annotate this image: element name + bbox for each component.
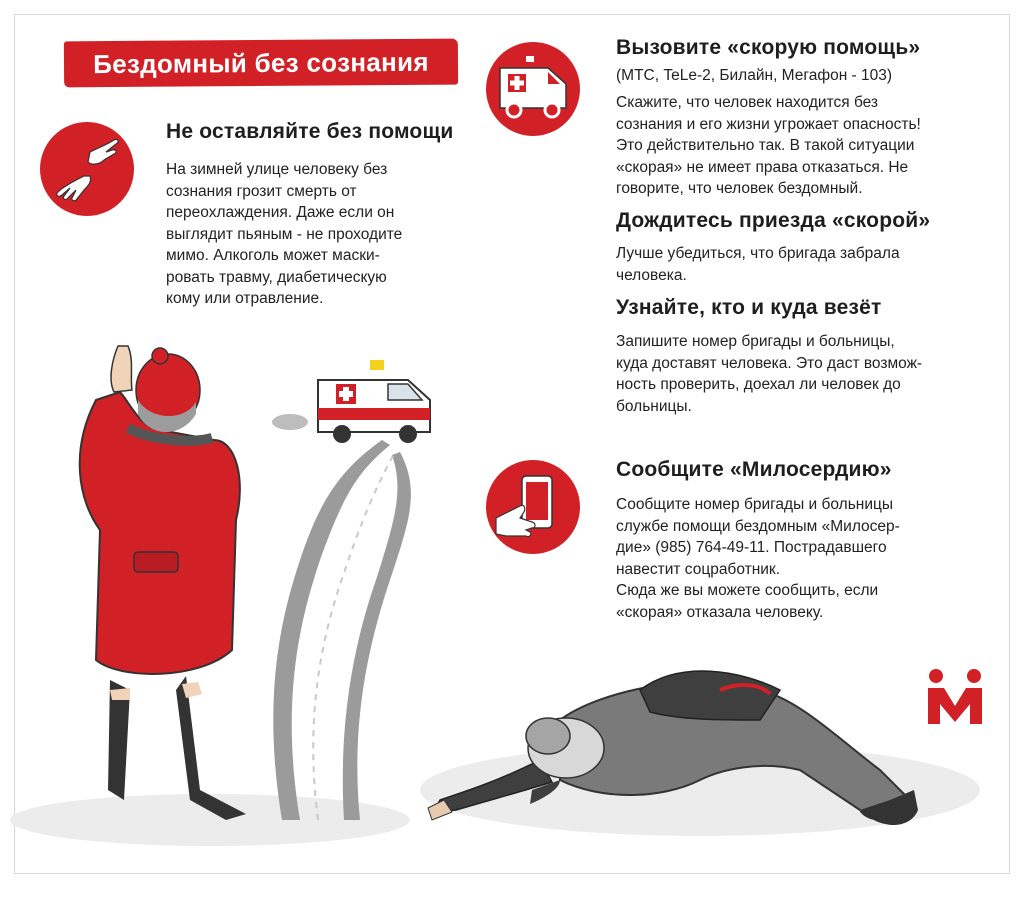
report-body: Сообщите номер бригады и больницы службе помощи бездомным «Милосер- дие» (985) 764-49-11. Пострадавшего навестит соцработник. Сюда же вы можете сообщить, если «скорая» отказала человеку. bbox=[616, 496, 900, 621]
find-out-body: Запишите номер бригады и больницы, куда доставят человека. Это даст возмож- ность проверить, доехал ли человек до больницы. bbox=[616, 333, 923, 415]
phone-in-hand-icon bbox=[486, 460, 580, 554]
no-leave-heading: Не оставляйте без помощи bbox=[166, 120, 454, 143]
ambulance-icon bbox=[486, 42, 580, 136]
miloserdie-logo bbox=[926, 668, 984, 724]
ambulance-small-drawing bbox=[272, 360, 430, 443]
no-leave-body: На зимней улице человеку без сознания грозит смерть от переохлаждения. Даже если он выглядит пьяным - не проходите мимо. Алкоголь может маски- ровать травму, диабетическую кому или отравление. bbox=[166, 161, 403, 307]
winding-road-drawing bbox=[273, 440, 411, 820]
call-heading: Вызовите «скорую помощь» bbox=[616, 36, 921, 59]
report-heading: Сообщите «Милосердию» bbox=[616, 458, 892, 481]
woman-calling-drawing bbox=[80, 346, 246, 820]
helping-hands-icon bbox=[40, 122, 134, 216]
ambulance-circle bbox=[486, 42, 580, 136]
page-title: Бездомный без сознания bbox=[64, 39, 458, 88]
hands-circle bbox=[40, 122, 134, 216]
call-body: Скажите, что человек находится без сознания и его жизни угрожает опасность! Это действительно так. В такой ситуации «скорая» не имеет права отказаться. Не говорите, что человек бездомный. bbox=[616, 94, 921, 197]
wait-body: Лучше убедиться, что бригада забрала человека. bbox=[616, 245, 900, 284]
call-subheading: (МТС, TeLe-2, Билайн, Мегафон - 103) bbox=[616, 67, 893, 84]
phone-circle bbox=[486, 460, 580, 554]
find-out-heading: Узнайте, кто и куда везёт bbox=[616, 296, 882, 319]
wait-heading: Дождитесь приезда «скорой» bbox=[616, 209, 931, 232]
